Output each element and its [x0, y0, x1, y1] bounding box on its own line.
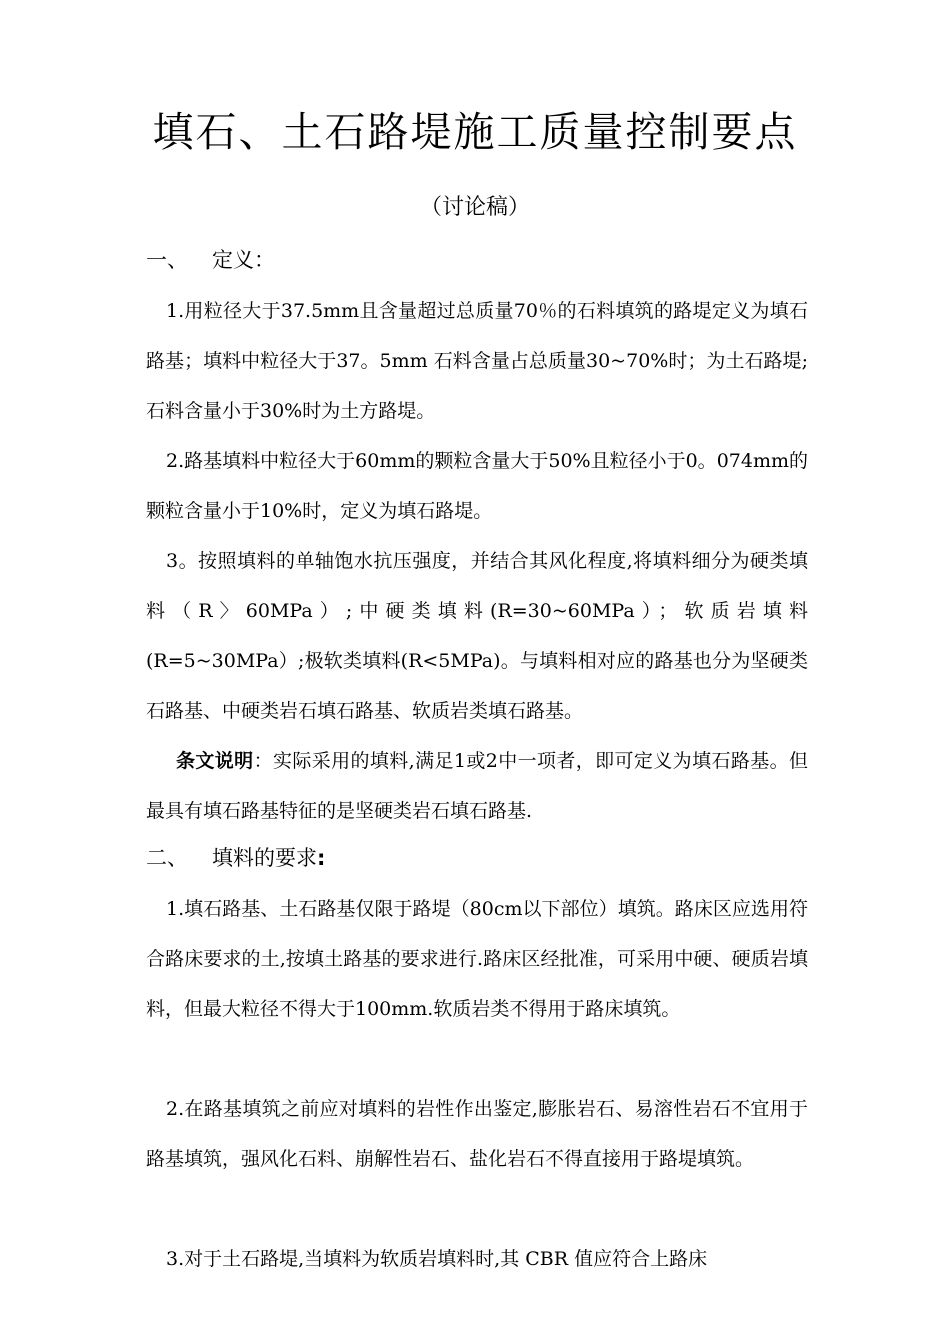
paragraph: 1.填石路基、土石路基仅限于路堤（80cm以下部位）填筑。路床区应选用符合路床要求的土,按填土路基的要求进行.路床区经批准，可采用中硬、硬质岩填料，但最大粒径不得大于100mm.软质岩类不得用于路床填筑。 [146, 898, 808, 1020]
clause-note-text: ：实际采用的填料,满足1或2中一项者，即可定义为填石路基。但最具有填石路基特征的是坚硬类岩石填石路基. [146, 750, 808, 822]
clause-note-label: 条文说明 [176, 750, 254, 772]
section-number: 一、 [146, 248, 188, 272]
section-2-heading [146, 840, 325, 876]
paragraph: 3。按照填料的单轴饱水抗压强度，并结合其风化程度,将填料细分为硬类填料（R〉60MPa）;中硬类填料(R=30~60MPa）；软质岩填料(R=5~30MPa）;极软类填料(R<5MPa)。与填料相对应的路基也分为坚硬类石路基、中硬类岩石填石路基、软质岩类填石路基。 [146, 550, 808, 722]
clause-note [146, 736, 808, 836]
paragraph: 1.用粒径大于37.5mm且含量超过总质量70％的石料填筑的路堤定义为填石路基；填料中粒径大于37。5mm 石料含量占总质量30~70%时；为土石路堤;石料含量小于30%时为土方路堤。 [146, 300, 808, 422]
section-title: 定义： [212, 248, 275, 272]
section-1-heading [146, 242, 275, 278]
paragraph: 2.在路基填筑之前应对填料的岩性作出鉴定,膨胀岩石、易溶性岩石不宜用于路基填筑，强风化石料、崩解性岩石、盐化岩石不得直接用于路堤填筑。 [146, 1098, 808, 1170]
document-title: 填石、土石路堤施工质量控制要点 [152, 108, 798, 156]
paragraph: 2.路基填料中粒径大于60mm的颗粒含量大于50%且粒径小于0。074mm的颗粒含量小于10%时，定义为填石路堤。 [146, 450, 808, 522]
paragraph: 3.对于土石路堤,当填料为软质岩填料时,其 CBR 值应符合上路床 [166, 1248, 708, 1270]
section-title-colon: : [317, 846, 326, 870]
section-title: 填料的要求 [212, 846, 317, 870]
section-number: 二、 [146, 846, 188, 870]
document-subtitle: （讨论稿） [419, 195, 530, 220]
